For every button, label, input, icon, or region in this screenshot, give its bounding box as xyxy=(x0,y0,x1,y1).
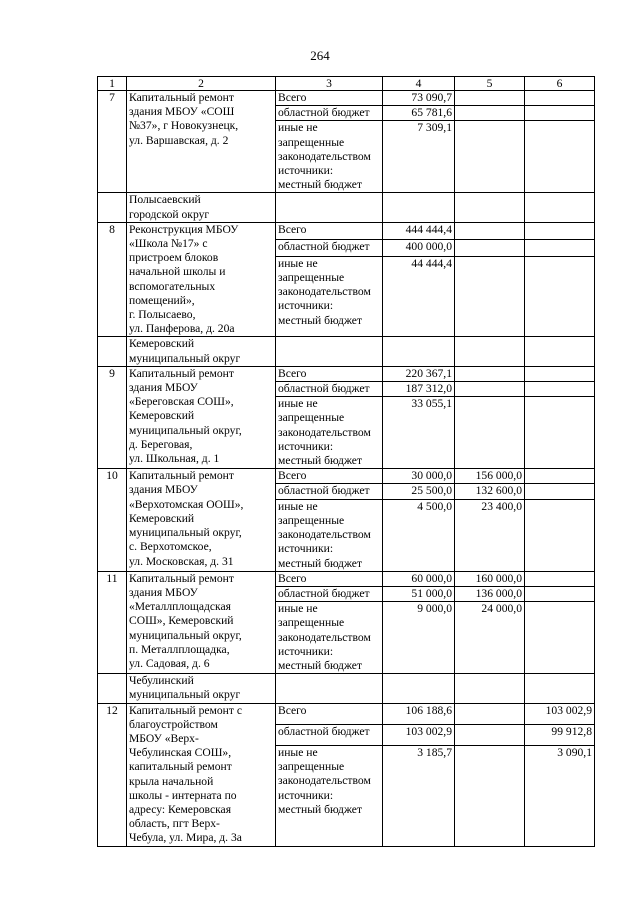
row-number: 7 xyxy=(98,91,127,193)
amount-cell: 156 000,0 xyxy=(455,469,525,484)
amount-cell xyxy=(525,121,595,193)
amount-cell xyxy=(455,106,525,121)
column-header: 6 xyxy=(525,77,595,91)
amount-cell xyxy=(455,382,525,397)
amount-cell xyxy=(455,397,525,469)
amount-cell xyxy=(525,256,595,337)
source-label: областной бюджет xyxy=(276,106,383,121)
source-label: иные не запрещенные законодательством источники: местный бюджет xyxy=(276,745,383,846)
amount-cell: 187 312,0 xyxy=(383,382,455,397)
amount-cell xyxy=(525,222,595,239)
amount-cell xyxy=(455,256,525,337)
object-name: Капитальный ремонт здания МБОУ «Верхотомская ООШ», Кемеровский муниципальный округ, с. Верхотомское, ул. Московская, д. 31 xyxy=(127,469,276,571)
amount-cell: 7 309,1 xyxy=(383,121,455,193)
district-row xyxy=(98,674,595,703)
amount-cell xyxy=(525,397,595,469)
district-name: Полысаевский городской округ xyxy=(127,193,276,222)
source-label: иные не запрещенные законодательством источники: местный бюджет xyxy=(276,397,383,469)
district-name: Кемеровский муниципальный округ xyxy=(127,337,276,366)
amount-cell xyxy=(525,469,595,484)
amount-cell: 106 188,6 xyxy=(383,703,455,724)
amount-cell: 30 000,0 xyxy=(383,469,455,484)
row-number: 8 xyxy=(98,222,127,337)
amount-cell: 132 600,0 xyxy=(455,484,525,499)
object-name: Реконструкция МБОУ «Школа №17» с пристроем блоков начальной школы и вспомогательных помещений», г. Полысаево, ул. Панферова, д. 20а xyxy=(127,222,276,337)
table-row xyxy=(98,91,595,106)
column-header: 3 xyxy=(276,77,383,91)
amount-cell: 23 400,0 xyxy=(455,499,525,571)
source-label: Всего xyxy=(276,703,383,724)
column-header: 5 xyxy=(455,77,525,91)
amount-cell: 33 055,1 xyxy=(383,397,455,469)
amount-cell: 103 002,9 xyxy=(383,724,455,745)
amount-cell: 99 912,8 xyxy=(525,724,595,745)
table-row xyxy=(98,469,595,484)
amount-cell: 60 000,0 xyxy=(383,571,455,586)
amount-cell: 4 500,0 xyxy=(383,499,455,571)
row-number: 10 xyxy=(98,469,127,571)
amount-cell: 25 500,0 xyxy=(383,484,455,499)
amount-cell xyxy=(525,106,595,121)
amount-cell xyxy=(455,222,525,239)
amount-cell: 160 000,0 xyxy=(455,571,525,586)
amount-cell xyxy=(525,586,595,601)
district-row xyxy=(98,337,595,366)
source-label: иные не запрещенные законодательством источники: местный бюджет xyxy=(276,121,383,193)
table-row xyxy=(98,703,595,724)
header-row xyxy=(98,77,595,91)
table-row xyxy=(98,222,595,239)
amount-cell xyxy=(525,602,595,674)
page-number: 264 xyxy=(310,48,330,63)
row-number: 12 xyxy=(98,703,127,846)
amount-cell: 3 185,7 xyxy=(383,745,455,846)
amount-cell: 51 000,0 xyxy=(383,586,455,601)
source-label: областной бюджет xyxy=(276,239,383,256)
source-label: Всего xyxy=(276,571,383,586)
source-label: областной бюджет xyxy=(276,484,383,499)
amount-cell: 65 781,6 xyxy=(383,106,455,121)
amount-cell xyxy=(455,91,525,106)
budget-table xyxy=(97,76,595,847)
amount-cell: 220 367,1 xyxy=(383,366,455,381)
row-number: 11 xyxy=(98,571,127,673)
amount-cell: 44 444,4 xyxy=(383,256,455,337)
source-label: иные не запрещенные законодательством источники: местный бюджет xyxy=(276,499,383,571)
source-label: областной бюджет xyxy=(276,382,383,397)
source-label: Всего xyxy=(276,366,383,381)
amount-cell xyxy=(455,745,525,846)
source-label: Всего xyxy=(276,222,383,239)
column-header: 4 xyxy=(383,77,455,91)
amount-cell: 103 002,9 xyxy=(525,703,595,724)
table-row xyxy=(98,366,595,381)
amount-cell xyxy=(525,571,595,586)
amount-cell xyxy=(525,239,595,256)
district-name: Чебулинский муниципальный округ xyxy=(127,674,276,703)
amount-cell xyxy=(455,724,525,745)
object-name: Капитальный ремонт здания МБОУ «Металлплощадская СОШ», Кемеровский муниципальный округ, п. Металлплощадка, ул. Садовая, д. 6 xyxy=(127,571,276,673)
object-name: Капитальный ремонт здания МБОУ «СОШ №37», г Новокузнецк, ул. Варшавская, д. 2 xyxy=(127,91,276,193)
amount-cell xyxy=(525,499,595,571)
source-label: иные не запрещенные законодательством источники: местный бюджет xyxy=(276,256,383,337)
amount-cell xyxy=(455,703,525,724)
source-label: областной бюджет xyxy=(276,724,383,745)
table-row xyxy=(98,571,595,586)
amount-cell xyxy=(525,484,595,499)
amount-cell: 24 000,0 xyxy=(455,602,525,674)
source-label: иные не запрещенные законодательством источники: местный бюджет xyxy=(276,602,383,674)
object-name: Капитальный ремонт здания МБОУ «Береговская СОШ», Кемеровский муниципальный округ, д. Береговая, ул. Школьная, д. 1 xyxy=(127,366,276,468)
column-header: 1 xyxy=(98,77,127,91)
amount-cell: 444 444,4 xyxy=(383,222,455,239)
amount-cell: 400 000,0 xyxy=(383,239,455,256)
source-label: областной бюджет xyxy=(276,586,383,601)
amount-cell xyxy=(525,366,595,381)
amount-cell xyxy=(455,121,525,193)
amount-cell: 9 000,0 xyxy=(383,602,455,674)
amount-cell: 136 000,0 xyxy=(455,586,525,601)
source-label: Всего xyxy=(276,469,383,484)
object-name: Капитальный ремонт с благоустройством МБОУ «Верх- Чебулинская СОШ», капитальный ремонт крыла начальной школы - интерната по адресу: Кемеровская область, пгт Верх- Чебула, ул. Мира, д. 3а xyxy=(127,703,276,846)
amount-cell xyxy=(455,239,525,256)
row-number: 9 xyxy=(98,366,127,468)
amount-cell xyxy=(525,91,595,106)
amount-cell xyxy=(525,382,595,397)
amount-cell: 3 090,1 xyxy=(525,745,595,846)
district-row xyxy=(98,193,595,222)
column-header: 2 xyxy=(127,77,276,91)
source-label: Всего xyxy=(276,91,383,106)
amount-cell: 73 090,7 xyxy=(383,91,455,106)
amount-cell xyxy=(455,366,525,381)
